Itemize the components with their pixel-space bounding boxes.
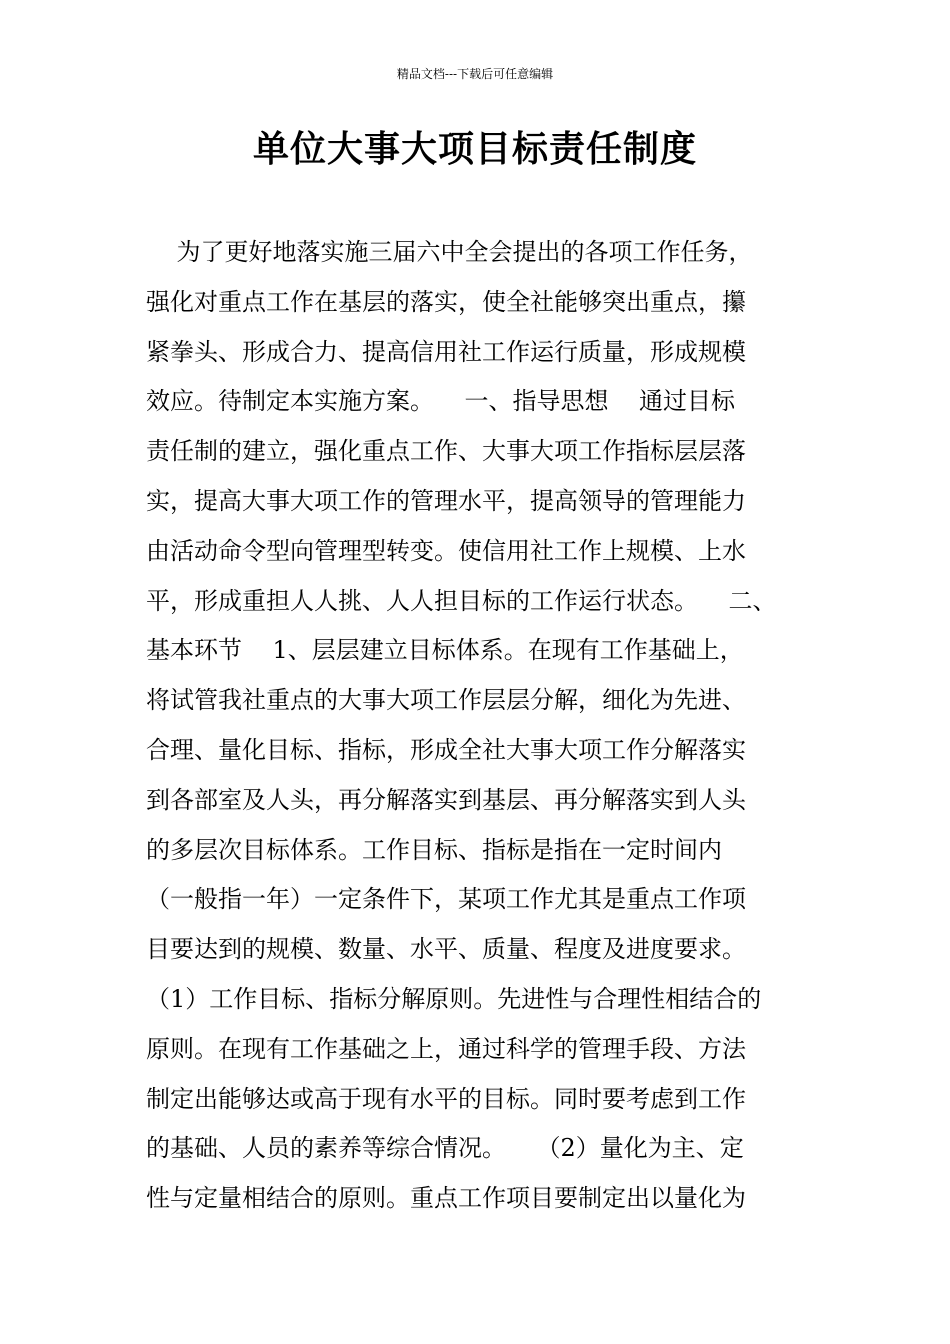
body-line: 效应。待制定本实施方案。 一、指导思想 通过目标 xyxy=(146,387,736,416)
body-line: 目要达到的规模、数量、水平、质量、程度及进度要求。 xyxy=(146,935,746,964)
body-line: 到各部室及人头，再分解落实到基层、再分解落实到人头 xyxy=(146,785,746,814)
body-line: 由活动命令型向管理型转变。使信用社工作上规模、上水 xyxy=(146,536,746,565)
body-line: 合理、量化目标、指标，形成全社大事大项工作分解落实 xyxy=(146,735,746,764)
document-title: 单位大事大项目标责任制度 xyxy=(252,129,697,170)
body-line: 为了更好地落实施三届六中全会提出的各项工作任务， xyxy=(146,238,753,266)
body-line: （1）工作目标、指标分解原则。先进性与合理性相结合的 xyxy=(146,984,762,1013)
body-line: 原则。在现有工作基础之上，通过科学的管理手段、方法 xyxy=(146,1034,746,1063)
body-line: 的基础、人员的素养等综合情况。 （2）量化为主、定 xyxy=(146,1134,744,1163)
body-line: 平，形成重担人人挑、人人担目标的工作运行状态。 二、 xyxy=(146,586,777,615)
body-line: 将试管我社重点的大事大项工作层层分解，细化为先进、 xyxy=(146,686,746,715)
body-line: 责任制的建立，强化重点工作、大事大项工作指标层层落 xyxy=(146,437,746,466)
body-line: 实，提高大事大项工作的管理水平，提高领导的管理能力 xyxy=(146,486,746,515)
body-line: （一般指一年）一定条件下，某项工作尤其是重点工作项 xyxy=(146,885,746,914)
body-line: 紧拳头、形成合力、提高信用社工作运行质量，形成规模 xyxy=(146,337,746,366)
body-line: 性与定量相结合的原则。重点工作项目要制定出以量化为 xyxy=(146,1184,746,1213)
body-line: 基本环节 1、层层建立目标体系。在现有工作基础上， xyxy=(146,636,744,665)
header-note: 精品文档---下载后可任意编辑 xyxy=(396,67,554,81)
body-line: 的多层次目标体系。工作目标、指标是指在一定时间内 xyxy=(146,835,722,864)
body-line: 制定出能够达或高于现有水平的目标。同时要考虑到工作 xyxy=(146,1084,746,1113)
body-line: 强化对重点工作在基层的落实，使全社能够突出重点，攥 xyxy=(146,287,746,316)
document-body xyxy=(146,228,836,1224)
